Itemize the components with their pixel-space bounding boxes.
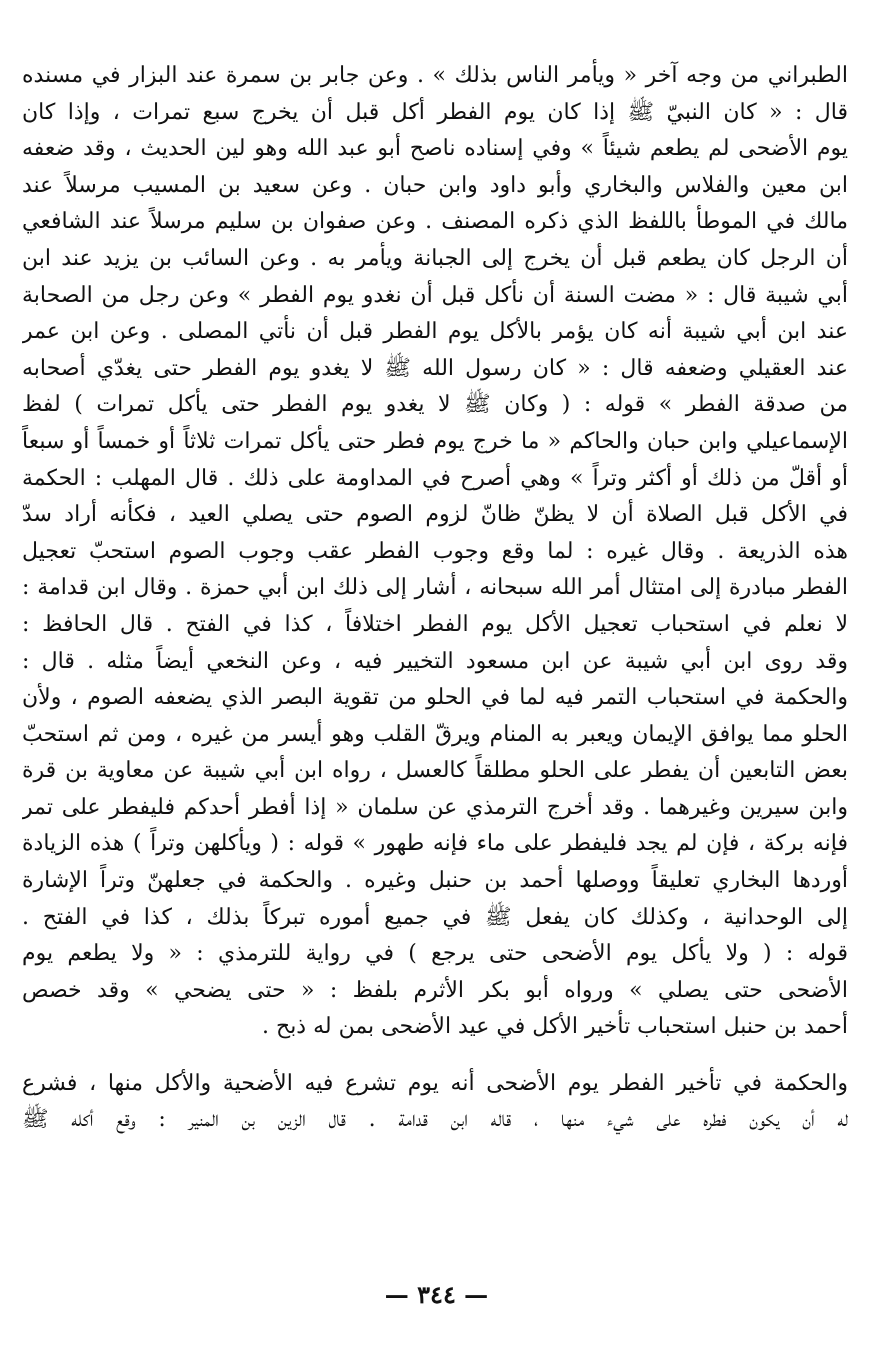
text-line: عند ابن أبي شيبة أنه كان يؤمر بالأكل يوم الفطر قبل أن نأتي المصلى . وعن ابن عمر bbox=[22, 319, 848, 345]
text-line: الحلو مما يوافق الإيمان ويعبر به المنام ويرقّ القلب وهو أيسر من غيره ، ومن ثم استحبّ bbox=[22, 721, 848, 747]
text-line: الإسماعيلي وابن حبان والحاكم « ما خرج يوم فطر حتى يأكل تمرات ثلاثاً أو خمساً أو سبعاً bbox=[22, 428, 848, 454]
text-line: أو أقلّ من ذلك أو أكثر وتراً » وهي أصرح في المداومة على ذلك . قال المهلب : الحكمة bbox=[22, 465, 848, 491]
text-line: في الأكل قبل الصلاة أن لا يظنّ ظانّ لزوم الصوم حتى يصلي العيد ، فكأنه أراد سدّ bbox=[22, 502, 848, 528]
text-line: عند العقيلي وضعفه قال : « كان رسول الله ﷺ لا يغدو يوم الفطر حتى يغدّي أصحابه bbox=[22, 355, 848, 381]
text-line: له أن يكون فطره على شيء منها ، قاله ابن قدامة . قال الزين بن المنير : وقع أكله ﷺ bbox=[22, 1107, 848, 1133]
text-line: أحمد بن حنبل استحباب تأخير الأكل في عيد الأضحى بمن له ذبح . bbox=[262, 1014, 848, 1040]
text-line: إلى الوحدانية ، وكذلك كان يفعل ﷺ في جميع أموره تبركاً بذلك ، كذا في الفتح . bbox=[22, 904, 848, 930]
paragraph-1 bbox=[22, 58, 848, 1046]
text-line: وابن سيرين وغيرهما . وقد أخرج الترمذي عن سلمان « إذا أفطر أحدكم فليفطر على تمر bbox=[22, 794, 848, 820]
text-line: والحكمة في استحباب التمر فيه لما في الحلو من تقوية البصر الذي يضعفه الصوم ، ولأن bbox=[22, 685, 848, 711]
text-line: مالك في الموطأ باللفظ الذي ذكره المصنف . وعن صفوان بن سليم مرسلاً عند الشافعي bbox=[22, 209, 848, 235]
text-line: من صدقة الفطر » قوله : ( وكان ﷺ لا يغدو يوم الفطر حتى يأكل تمرات ) لفظ bbox=[22, 392, 848, 418]
page-number: — ٣٤٤ — bbox=[384, 1280, 489, 1309]
text-line: بعض التابعين أن يفطر على الحلو مطلقاً كالعسل ، رواه ابن أبي شيبة عن معاوية بن قرة bbox=[22, 758, 848, 784]
text-line: أبي شيبة قال : « مضت السنة أن نأكل قبل أن نغدو يوم الفطر » وعن رجل من الصحابة bbox=[22, 282, 848, 308]
text-line: فإنه بركة ، فإن لم يجد فليفطر على ماء فإنه طهور » قوله : ( ويأكلهن وتراً ) هذه الزيادة bbox=[22, 831, 848, 857]
text-line: لا نعلم في استحباب تعجيل الأكل يوم الفطر اختلافاً ، كذا في الفتح . قال الحافظ : bbox=[22, 611, 848, 637]
text-line: أوردها البخاري تعليقاً ووصلها أحمد بن حنبل وغيره . والحكمة في جعلهنّ وتراً الإشارة bbox=[22, 868, 848, 894]
text-line: قال : « كان النبيّ ﷺ إذا كان يوم الفطر أكل قبل أن يخرج سبع تمرات ، وإذا كان bbox=[22, 99, 848, 125]
paragraph-2 bbox=[22, 1066, 848, 1138]
text-line: قوله : ( ولا يأكل يوم الأضحى حتى يرجع ) في رواية للترمذي : « ولا يطعم يوم bbox=[22, 941, 848, 967]
text-line: ابن معين والفلاس والبخاري وأبو داود وابن حبان . وعن سعيد بن المسيب مرسلاً عند bbox=[22, 172, 848, 198]
text-line: الأضحى حتى يصلي » ورواه أبو بكر الأثرم بلفظ : « حتى يضحي » وقد خصص bbox=[22, 977, 848, 1003]
paragraph-gap bbox=[22, 1046, 848, 1066]
text-line: يوم الأضحى لم يطعم شيئاً » وفي إسناده ناصح أبو عبد الله وهو لين الحديث ، وقد ضعفه bbox=[22, 136, 848, 162]
text-line: أن الرجل كان يطعم قبل أن يخرج إلى الجبانة ويأمر به . وعن السائب بن يزيد عند ابن bbox=[22, 245, 848, 271]
page-body bbox=[22, 58, 848, 1138]
text-line: وقد روى ابن أبي شيبة عن ابن مسعود التخيير فيه ، وعن النخعي أيضاً مثله . قال : bbox=[22, 648, 848, 674]
text-line: هذه الذريعة . وقال غيره : لما وقع وجوب الفطر عقب وجوب الصوم استحبّ تعجيل bbox=[22, 538, 848, 564]
text-line: الفطر مبادرة إلى امتثال أمر الله سبحانه ، أشار إلى ذلك ابن أبي حمزة . وقال ابن قدامة : bbox=[22, 575, 848, 601]
text-line: الطبراني من وجه آخر « ويأمر الناس بذلك » . وعن جابر بن سمرة عند البزار في مسنده bbox=[22, 63, 848, 88]
text-line: والحكمة في تأخير الفطر يوم الأضحى أنه يوم تشرع فيه الأضحية والأكل منها ، فشرع bbox=[22, 1071, 848, 1097]
